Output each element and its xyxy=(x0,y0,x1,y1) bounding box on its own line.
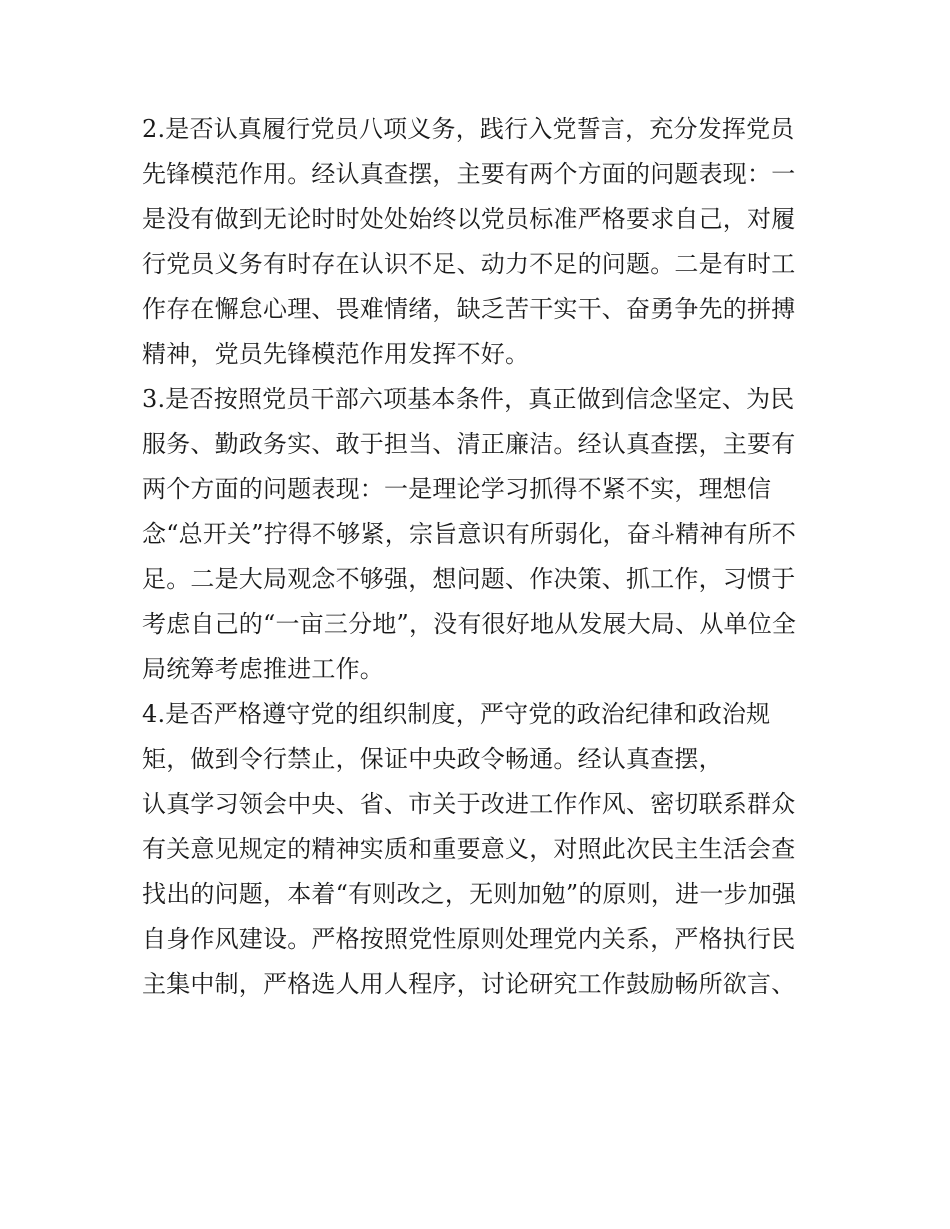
text-line: 4.是否严格遵守党的组织制度，严守党的政治纪律和政治规 xyxy=(142,700,771,728)
text-line: 是没有做到无论时时处处始终以党员标准严格要求自己，对履 xyxy=(142,205,796,233)
text-line: 足。二是大局观念不够强，想问题、作决策、抓工作，习惯于 xyxy=(142,565,796,593)
text-line: 两个方面的问题表现：一是理论学习抓得不紧不实，理想信 xyxy=(142,475,772,503)
text-line: 3.是否按照党员干部六项基本条件，真正做到信念坚定、为民 xyxy=(142,385,795,413)
text-line: 局统筹考虑推进工作。 xyxy=(142,655,384,683)
text-line: 找出的问题，本着“有则改之，无则加勉”的原则，进一步加强 xyxy=(142,880,797,908)
text-line: 主集中制，严格选人用人程序，讨论研究工作鼓励畅所欲言、 xyxy=(142,970,796,998)
text-line: 念“总开关”拧得不够紧，宗旨意识有所弱化，奋斗精神有所不 xyxy=(142,520,797,548)
text-line: 服务、勤政务实、敢于担当、清正廉洁。经认真查摆，主要有 xyxy=(142,430,796,458)
text-line: 有关意见规定的精神实质和重要意义，对照此次民主生活会查 xyxy=(142,835,796,863)
text-line: 作存在懈怠心理、畏难情绪，缺乏苦干实干、奋勇争先的拼搏 xyxy=(142,295,796,323)
text-line: 矩，做到令行禁止，保证中央政令畅通。经认真查摆， xyxy=(142,745,723,773)
document-body xyxy=(142,107,822,1007)
text-line: 2.是否认真履行党员八项义务，践行入党誓言，充分发挥党员 xyxy=(142,115,795,143)
text-line: 认真学习领会中央、省、市关于改进工作作风、密切联系群众 xyxy=(142,790,796,818)
text-line: 先锋模范作用。经认真查摆，主要有两个方面的问题表现：一 xyxy=(142,160,796,188)
text-line: 精神，党员先锋模范作用发挥不好。 xyxy=(142,340,530,368)
text-line: 行党员义务有时存在认识不足、动力不足的问题。二是有时工 xyxy=(142,250,796,278)
text-line: 自身作风建设。严格按照党性原则处理党内关系，严格执行民 xyxy=(142,925,796,953)
text-line: 考虑自己的“一亩三分地”，没有很好地从发展大局、从单位全 xyxy=(142,610,797,638)
